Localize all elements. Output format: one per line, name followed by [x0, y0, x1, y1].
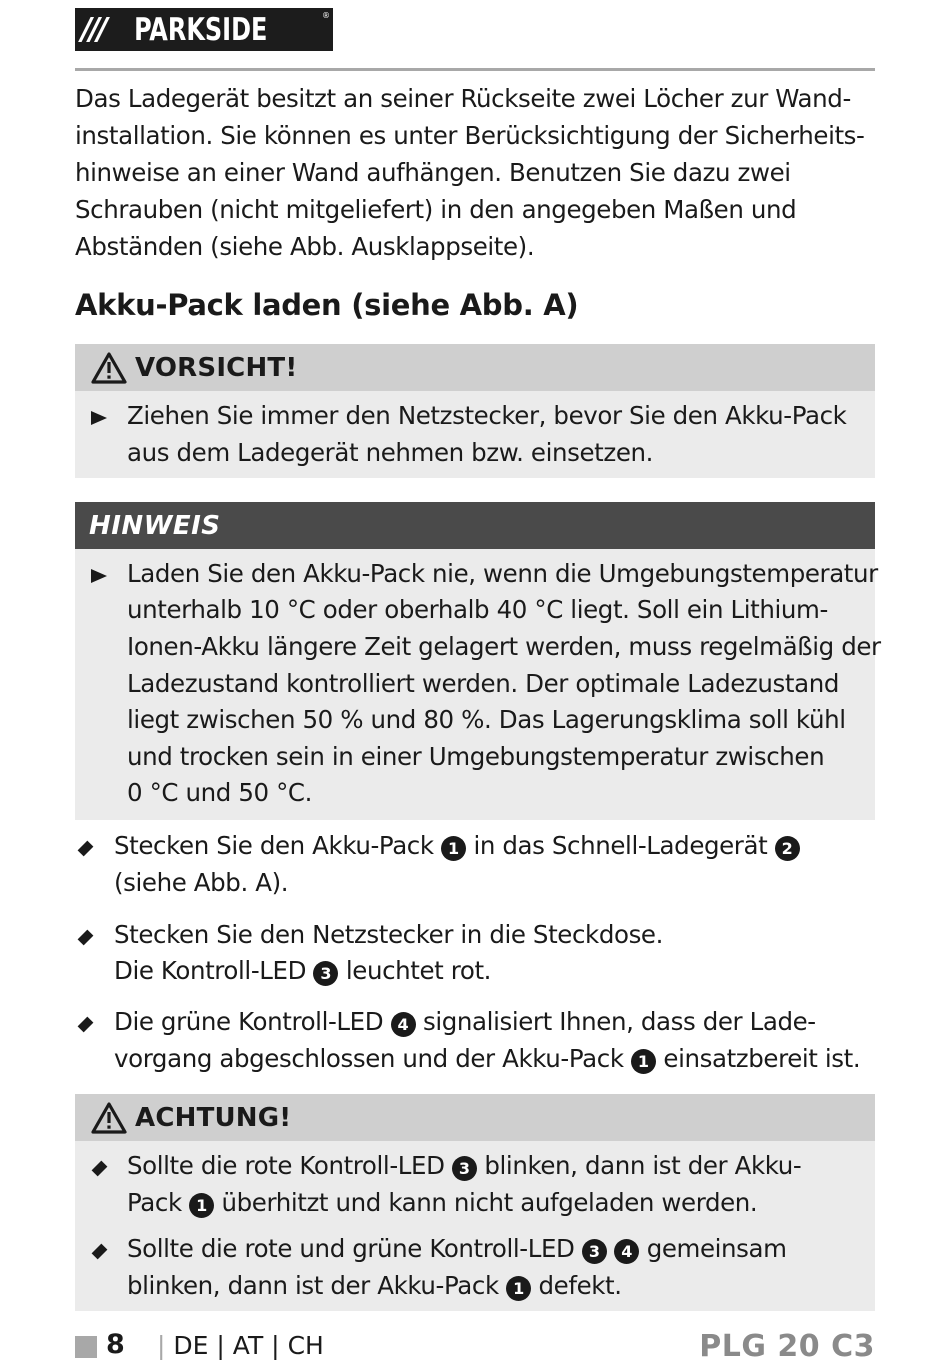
- parkside-logo: [75, 8, 333, 51]
- warning-triangle-icon: [87, 1101, 131, 1135]
- intro-line: hinweise an einer Wand aufhängen. Benutzen Sie dazu zwei: [75, 158, 791, 187]
- attention-line: [127, 1151, 801, 1181]
- step-text: Die Kontroll-LED: [114, 956, 307, 985]
- ref-number-badge: 4: [614, 1239, 639, 1264]
- diamond-bullet-icon: [78, 930, 94, 946]
- attention-text: blinken, dann ist der Akku-: [484, 1151, 802, 1180]
- section-title: Akku-Pack laden (siehe Abb. A): [75, 288, 579, 322]
- step-line: Stecken Sie den Netzstecker in die Steckdose.: [114, 920, 663, 949]
- arrow-bullet-icon: [91, 569, 107, 583]
- attention-line: [127, 1234, 787, 1264]
- step-line: [114, 831, 800, 861]
- language-separator: |: [216, 1331, 225, 1360]
- step-text: vorgang abgeschlossen und der Akku-Pack: [114, 1044, 624, 1073]
- note-line: unterhalb 10 °C oder oberhalb 40 °C liegt. Soll ein Lithium-: [127, 595, 828, 624]
- page-number: 8: [106, 1329, 125, 1360]
- note-header: [75, 502, 875, 549]
- step-text: Stecken Sie den Akku-Pack: [114, 831, 434, 860]
- attention-text: gemeinsam: [646, 1234, 787, 1263]
- diamond-bullet-icon: [92, 1161, 108, 1177]
- language-separator: |: [271, 1331, 280, 1360]
- intro-line: Abständen (siehe Abb. Ausklappseite).: [75, 232, 535, 261]
- attention-text: Pack: [127, 1188, 182, 1217]
- attention-title: ACHTUNG!: [135, 1102, 292, 1133]
- note-line: und trocken sein in einer Umgebungstemperatur zwischen: [127, 742, 825, 771]
- step-line: [114, 1007, 816, 1037]
- warning-triangle-icon: [87, 351, 131, 385]
- note-line: Ionen-Akku längere Zeit gelagert werden, muss regelmäßig der: [127, 632, 881, 661]
- header-rule: [75, 68, 875, 71]
- step-text: Die grüne Kontroll-LED: [114, 1007, 384, 1036]
- step-text: in das Schnell-Ladegerät: [473, 831, 768, 860]
- attention-text: Sollte die rote und grüne Kontroll-LED: [127, 1234, 575, 1263]
- step-line: (siehe Abb. A).: [114, 868, 289, 897]
- intro-line: Das Ladegerät besitzt an seiner Rückseite zwei Löcher zur Wand-: [75, 84, 851, 113]
- intro-line: installation. Sie können es unter Berücksichtigung der Sicherheits-: [75, 121, 865, 150]
- model-number: PLG 20 C3: [699, 1329, 875, 1364]
- attention-text: überhitzt und kann nicht aufgeladen werden.: [221, 1188, 758, 1217]
- language-separator: |: [157, 1331, 166, 1360]
- caution-title: VORSICHT!: [135, 352, 298, 383]
- intro-line: Schrauben (nicht mitgeliefert) in den angegeben Maßen und: [75, 195, 797, 224]
- attention-text: defekt.: [538, 1271, 622, 1300]
- logo-registered-mark: ®: [322, 11, 330, 20]
- caution-header: [75, 344, 875, 391]
- attention-body: [75, 1141, 875, 1311]
- diamond-bullet-icon: [78, 1017, 94, 1033]
- note-body: [75, 549, 881, 820]
- ref-number-badge: 3: [313, 961, 338, 986]
- step-text: leuchtet rot.: [345, 956, 492, 985]
- ref-number-badge: 1: [631, 1049, 656, 1074]
- ref-number-badge: 1: [189, 1193, 214, 1218]
- caution-body: [75, 391, 875, 478]
- language-code: DE: [173, 1331, 209, 1360]
- ref-number-badge: 1: [506, 1276, 531, 1301]
- caution-line: Ziehen Sie immer den Netzstecker, bevor Sie den Akku-Pack: [127, 401, 847, 430]
- attention-text: Sollte die rote Kontroll-LED: [127, 1151, 445, 1180]
- note-line: Laden Sie den Akku-Pack nie, wenn die Umgebungstemperatur: [127, 559, 878, 588]
- page-marker-square: [75, 1336, 97, 1358]
- logo-brand: PARKSIDE: [134, 11, 268, 48]
- caution-line: aus dem Ladegerät nehmen bzw. einsetzen.: [127, 438, 654, 467]
- ref-number-badge: 1: [441, 836, 466, 861]
- page-footer: [75, 1327, 875, 1367]
- language-code: AT: [232, 1331, 264, 1360]
- diamond-bullet-icon: [78, 841, 94, 857]
- step-text: einsatzbereit ist.: [663, 1044, 861, 1073]
- step-line: [114, 1044, 860, 1074]
- language-code: CH: [287, 1331, 324, 1360]
- logo-slashes: ///: [81, 12, 105, 47]
- note-line: Ladezustand kontrolliert werden. Der optimale Ladezustand: [127, 669, 839, 698]
- step-line: [114, 956, 491, 986]
- intro-paragraph: [75, 80, 875, 265]
- attention-header: [75, 1094, 875, 1141]
- ref-number-badge: 2: [775, 836, 800, 861]
- attention-text: blinken, dann ist der Akku-Pack: [127, 1271, 499, 1300]
- ref-number-badge: 3: [452, 1156, 477, 1181]
- language-codes: [157, 1331, 324, 1360]
- ref-number-badge: 4: [391, 1012, 416, 1037]
- step-text: signalisiert Ihnen, dass der Lade-: [423, 1007, 816, 1036]
- diamond-bullet-icon: [92, 1244, 108, 1260]
- note-line: 0 °C und 50 °C.: [127, 778, 313, 807]
- ref-number-badge: 3: [582, 1239, 607, 1264]
- attention-line: [127, 1188, 757, 1218]
- note-line: liegt zwischen 50 % und 80 %. Das Lagerungsklima soll kühl: [127, 705, 846, 734]
- note-title: HINWEIS: [89, 510, 221, 541]
- attention-line: [127, 1271, 622, 1301]
- arrow-bullet-icon: [91, 411, 107, 425]
